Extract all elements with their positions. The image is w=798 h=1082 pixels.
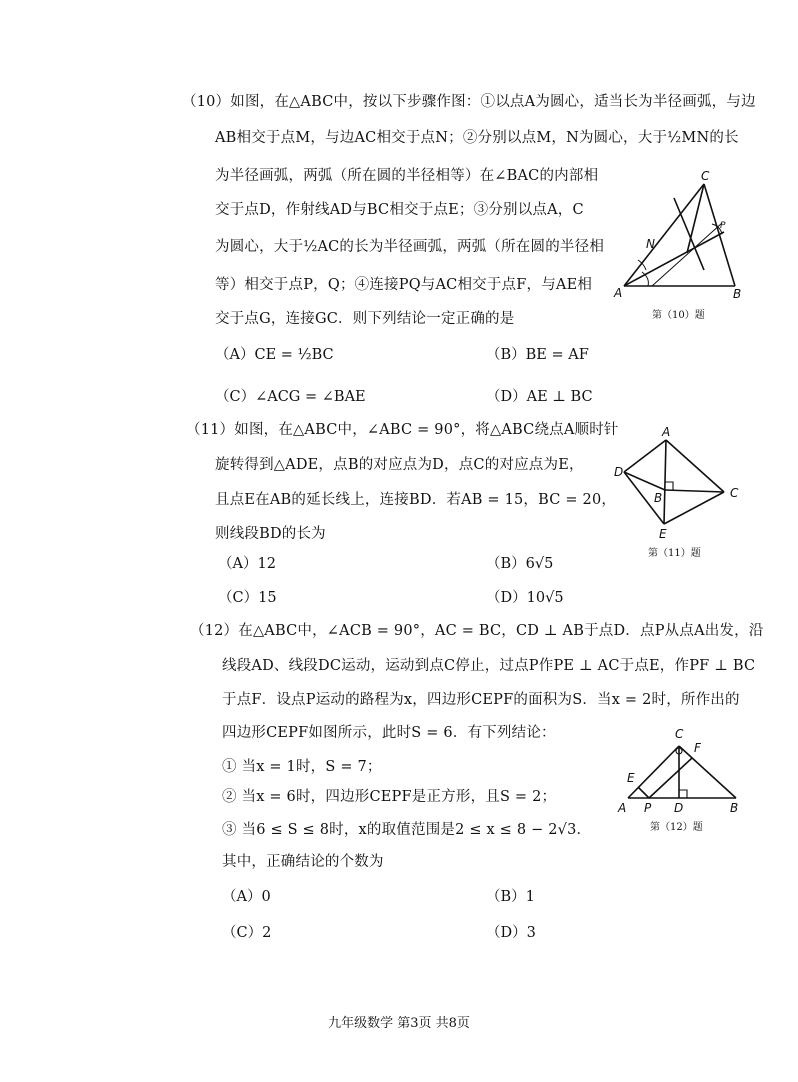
q12-label-c: C: [675, 727, 684, 741]
q10-label-c: C: [701, 169, 710, 183]
q11-label-b: B: [654, 491, 663, 505]
q10-option-d: （D）AE ⊥ BC: [486, 389, 593, 405]
q12-line-3: 于点F．设点P运动的路程为x，四边形CEPF的面积为S．当x = 2时，所作出的: [222, 692, 740, 708]
q11-label-e: E: [659, 527, 667, 541]
q11-edge-ad: [624, 440, 666, 472]
q10-label-b: B: [733, 287, 742, 301]
q10-construction: [652, 223, 722, 286]
q11-line-4: 则线段BD的长为: [215, 526, 326, 542]
q12-line-8: 其中，正确结论的个数为: [222, 854, 384, 870]
q11-option-a: （A）12: [218, 556, 276, 572]
q11-option-d: （D）10√5: [486, 590, 564, 606]
q10-line-5: 为圆心，大于½AC的长为半径画弧，两弧（所在圆的半径相: [215, 239, 605, 255]
q11-right-angle: [665, 482, 673, 490]
q11-edge-ac: [666, 440, 724, 492]
q11-label-c: C: [730, 486, 739, 500]
q12-caption: 第（12）题: [650, 822, 703, 833]
q10-line-4: 交于点D，作射线AD与BC相交于点E；③分别以点A，C: [215, 202, 584, 218]
q11-label-a: A: [662, 425, 671, 439]
q12-option-d: （D）3: [486, 925, 536, 941]
q12-option-c: （C）2: [222, 925, 272, 941]
q12-option-b: （B）1: [486, 889, 535, 905]
q11-caption: 第（11）题: [648, 548, 701, 559]
q11-option-b: （B）6√5: [486, 556, 554, 572]
q10-line-1: （10）如图，在△ABC中，按以下步骤作图：①以点A为圆心，适当长为半径画弧，与边: [182, 94, 756, 110]
q12-segment-pf: [649, 758, 692, 798]
q12-label-f: F: [694, 741, 701, 755]
q12-label-p: P: [644, 801, 652, 815]
q12-line-6: ② 当x = 6时，四边形CEPF是正方形，且S = 2；: [222, 789, 557, 805]
q10-label-p: P: [720, 221, 726, 231]
q12-label-b: B: [730, 801, 739, 815]
q10-option-b: （B）BE = AF: [486, 347, 589, 363]
q12-line-2: 线段AD、线段DC运动，运动到点C停止，过点P作PE ⊥ AC于点E，作PF ⊥ BC: [222, 658, 756, 674]
q12-line-5: ① 当x = 1时，S = 7；: [222, 759, 382, 775]
page-footer: 九年级数学 第3页 共8页: [328, 1016, 470, 1031]
q10-line-pq: [674, 198, 704, 270]
q12-line-7: ③ 当6 ≤ S ≤ 8时，x的取值范围是2 ≤ x ≤ 8 − 2√3．: [222, 822, 592, 838]
q12-figure: [606, 722, 756, 842]
q10-option-a: （A）CE = ½BC: [215, 347, 334, 363]
q12-right-angle-d: [679, 790, 687, 798]
q11-label-d: D: [614, 465, 624, 479]
q10-line-6: 等）相交于点P，Q；④连接PQ与AC相交于点F，与AE相: [215, 277, 593, 293]
q12-label-a: A: [618, 801, 627, 815]
q12-label-d: D: [674, 801, 684, 815]
q12-line-4: 四边形CEPF如图所示，此时S = 6．有下列结论：: [222, 725, 556, 741]
q10-label-a: A: [614, 286, 623, 300]
q10-label-n: N: [646, 237, 655, 251]
q12-edge-ac: [628, 746, 679, 798]
q10-arc-n: [638, 260, 646, 270]
q12-segment-pe: [638, 787, 649, 798]
q10-option-c: （C）∠ACG = ∠BAE: [215, 389, 366, 405]
q11-line-3: 且点E在AB的延长线上，连接BD．若AB = 15，BC = 20，: [215, 492, 617, 508]
q11-edge-ce: [664, 492, 724, 524]
q12-label-e: E: [627, 771, 635, 785]
q10-line-2: AB相交于点M，与边AC相交于点N；②分别以点M，N为圆心，大于½MN的长: [215, 130, 739, 146]
q10-ray-ae: [624, 232, 724, 286]
q11-figure: [612, 424, 752, 564]
q10-caption: 第（10）题: [652, 310, 705, 321]
q10-line-7: 交于点G，连接GC．则下列结论一定正确的是: [215, 311, 515, 327]
q11-option-c: （C）15: [218, 590, 277, 606]
q11-line-1: （11）如图，在△ABC中，∠ABC = 90°，将△ABC绕点A顺时针: [186, 422, 619, 438]
q10-line-3: 为半径画弧，两弧（所在圆的半径相等）在∠BAC的内部相: [215, 168, 599, 184]
q10-figure: [612, 168, 772, 328]
q12-option-a: （A）0: [222, 889, 271, 905]
q11-edge-bc: [665, 490, 724, 492]
q12-line-1: （12）在△ABC中，∠ACB = 90°，AC = BC，CD ⊥ AB于点D．点P从点A出发，沿: [190, 623, 764, 639]
q11-line-2: 旋转得到△ADE，点B的对应点为D，点C的对应点为E，: [215, 457, 584, 473]
